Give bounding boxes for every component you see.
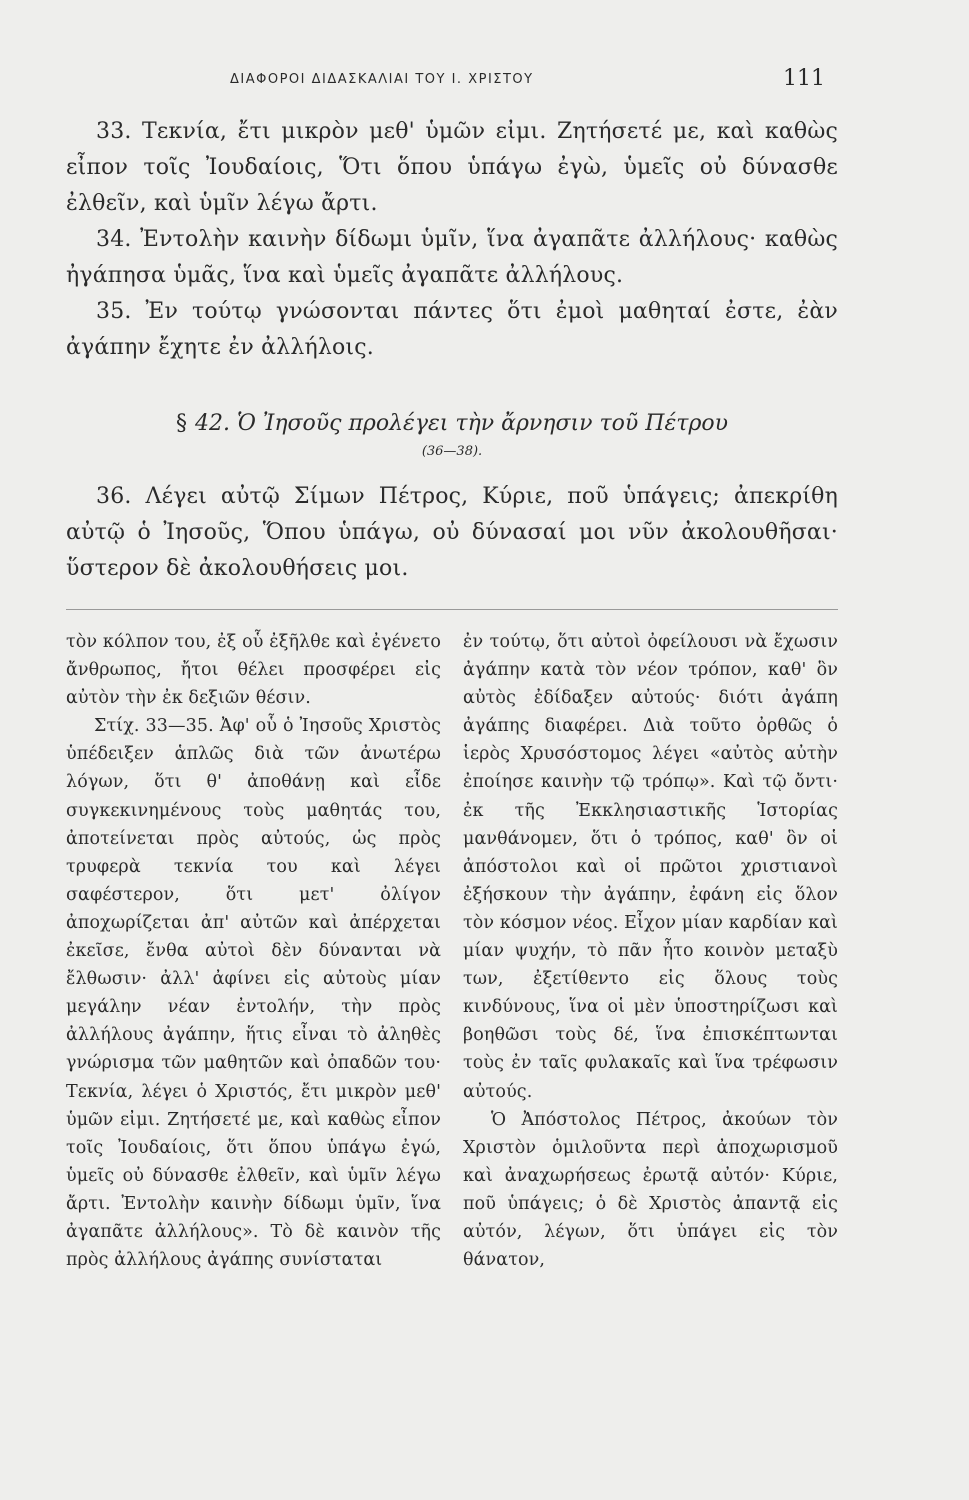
commentary-paragraph: τὸν κόλπον του, ἐξ οὗ ἐξῆλθε καὶ ἐγένετο ἄνθρωπος, ἤτοι θέλει προσφέρει εἰς αὐτὸν τὴν ἐκ δεξιῶν θέσιν. [66, 632, 441, 709]
scripture-text [66, 114, 838, 587]
section-heading [66, 410, 838, 438]
commentary-left-column [66, 628, 441, 1274]
running-title: ΔΙΑΦΟΡΟΙ ΔΙΔΑΣΚΑΛΙΑΙ ΤΟΥ Ι. ΧΡΙΣΤΟΥ [230, 72, 534, 87]
commentary-paragraph: Ὁ Ἀπόστολος Πέτρος, ἀκούων τὸν Χριστὸν ὁμιλοῦντα περὶ ἀποχωρισμοῦ καὶ ἀναχωρήσεως ἐρωτᾷ αὐτόν· Κύριε, ποῦ ὑπάγεις; ὁ δὲ Χριστὸς ἀπαντᾷ εἰς αὐτόν, λέγων, ὅτι ὑπάγει εἰς τὸν θάνατον, [463, 1109, 838, 1271]
footnote-divider [66, 609, 838, 610]
verse-35: 35. Ἐν τούτῳ γνώσονται πάντες ὅτι ἐμοὶ μαθηταί ἐστε, ἐὰν ἀγάπην ἔχητε ἐν ἀλλήλοις. [66, 299, 838, 360]
commentary-paragraph: ἐν τούτῳ, ὅτι αὐτοὶ ὀφείλουσι νὰ ἔχωσιν ἀγάπην κατὰ τὸν νέον τρόπον, καθ' ὃν αὐτὸς ἐδίδαξεν αὐτούς· διότι ἀγάπη ἀγάπης διαφέρει. Διὰ τοῦτο ὀρθῶς ὁ ἱερὸς Χρυσόστομος λέγει «αὐτὸς αὐτὴν ἐποίησε καινὴν τῷ τρόπῳ». Καὶ τῷ ὄντι· ἐκ τῆς Ἐκκλησιαστικῆς Ἱστορίας μανθάνομεν, ὅτι ὁ τρόπος, καθ' ὃν οἱ ἀπόστολοι καὶ οἱ πρῶτοι χριστιανοὶ ἐξήσκουν τὴν ἀγάπην, ἐφάνη εἰς ὅλον τὸν κόσμον νέος. Εἶχον μίαν καρδίαν καὶ μίαν ψυχήν, τὸ πᾶν ἦτο κοινὸν μεταξὺ των, ἐξετίθεντο εἰς ὅλους τοὺς κινδύνους, ἵνα οἱ μὲν ὑποστηρίζωσι καὶ βοηθῶσι τοὺς δέ, ἵνα ἐπισκέπτωνται τοὺς ἐν ταῖς φυλακαῖς καὶ ἵνα τρέφωσιν αὐτούς. [463, 632, 838, 1102]
commentary [66, 628, 838, 1274]
commentary-right-column [463, 628, 838, 1274]
verse-36: 36. Λέγει αὐτῷ Σίμων Πέτρος, Κύριε, ποῦ ὑπάγεις; ἀπεκρίθη αὐτῷ ὁ Ἰησοῦς, Ὅπου ὑπάγω, οὐ δύνασαί μοι νῦν ἀκολουθῆσαι· ὕστερον δὲ ἀκολουθήσεις μοι. [66, 484, 838, 581]
section-sign: § [175, 411, 187, 436]
verse-34: 34. Ἐντολὴν καινὴν δίδωμι ὑμῖν, ἵνα ἀγαπᾶτε ἀλλήλους· καθὼς ἠγάπησα ὑμᾶς, ἵνα καὶ ὑμεῖς ἀγαπᾶτε ἀλλήλους. [66, 227, 838, 288]
page-number: 111 [783, 66, 825, 91]
section-title-text: 42. Ὁ Ἰησοῦς προλέγει τὴν ἄρνησιν τοῦ Πέτρου [194, 411, 728, 436]
commentary-paragraph: Στίχ. 33—35. Ἀφ' οὗ ὁ Ἰησοῦς Χριστὸς ὑπέδειξεν ἁπλῶς διὰ τῶν ἀνωτέρω λόγων, ὅτι θ' ἀποθάνῃ καὶ εἶδε συγκεκινημένους τοὺς μαθητάς του, ἀποτείνεται πρὸς αὐτούς, ὡς πρὸς τρυφερὰ τεκνία του καὶ λέγει σαφέστερον, ὅτι μετ' ὀλίγον ἀποχωρίζεται ἀπ' αὐτῶν καὶ ἀπέρχεται ἐκεῖσε, ἔνθα αὐτοὶ δὲν δύνανται νὰ ἔλθωσιν· ἀλλ' ἀφίνει εἰς αὐτοὺς μίαν μεγάλην νέαν ἐντολήν, τὴν πρὸς ἀλλήλους ἀγάπην, ἥτις εἶναι τὸ ἀληθὲς γνώρισμα τῶν μαθητῶν καὶ ὀπαδῶν του· Τεκνία, λέγει ὁ Χριστός, ἔτι μικρὸν μεθ' ὑμῶν εἰμι. Ζητήσετέ με, καὶ καθὼς εἶπον τοῖς Ἰουδαίοις, ὅτι ὅπου ὑπάγω ἐγώ, ὑμεῖς οὐ δύνασθε ἐλθεῖν, καὶ ὑμῖν λέγω ἄρτι. Ἐντολὴν καινὴν δίδωμι ὑμῖν, ἵνα ἀγαπᾶτε ἀλλήλους». Τὸ δὲ καινὸν τῆς πρὸς ἀλλήλους ἀγάπης συνίσταται [66, 716, 441, 1271]
verse-33: 33. Τεκνία, ἔτι μικρὸν μεθ' ὑμῶν εἰμι. Ζητήσετέ με, καὶ καθὼς εἶπον τοῖς Ἰουδαίοις, Ὅτι ὅπου ὑπάγω ἐγὼ, ὑμεῖς οὐ δύνασθε ἐλθεῖν, καὶ ὑμῖν λέγω ἄρτι. [66, 119, 838, 216]
section-verse-range: (36—38). [421, 444, 483, 459]
